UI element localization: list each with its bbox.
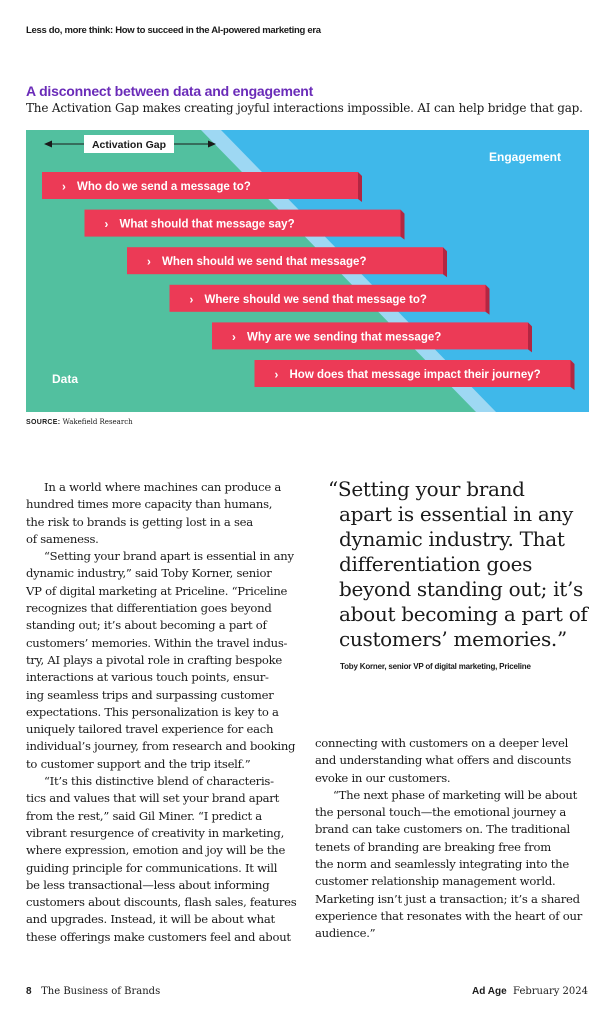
body-column-left: [26, 479, 311, 946]
pull-quote-attribution: Toby Korner, senior VP of digital marketing, Priceline: [340, 662, 531, 671]
body-line: “Setting your brand apart is essential in any: [44, 549, 294, 564]
body-paragraph: [26, 773, 311, 946]
question-banner: [170, 285, 490, 315]
chevron-right-icon: ›: [274, 369, 279, 382]
question-label: Who do we send a message to?: [77, 181, 251, 193]
body-line: from the rest,” said Gil Miner. “I predict a: [26, 808, 262, 823]
body-line: customers about discounts, flash sales, features: [26, 895, 297, 910]
question-label: What should that message say?: [119, 218, 295, 231]
question-banner: [42, 172, 362, 202]
pull-quote-line: beyond standing out; it’s: [339, 577, 583, 601]
body-line: the norm and seamlessly integrating into the: [315, 857, 569, 872]
chevron-right-icon: ›: [104, 219, 109, 232]
body-line: and upgrades. Instead, it will be about what: [26, 912, 275, 927]
section-subtitle: The Activation Gap makes creating joyful interactions impossible. AI can help bridge that gap.: [26, 101, 583, 115]
body-line: experience that resonates with the heart of our: [315, 908, 582, 923]
banner-shadow: [401, 210, 405, 240]
source-label: SOURCE:: [26, 419, 61, 426]
body-line: In a world where machines can produce a: [44, 480, 282, 494]
body-line: connecting with customers on a deeper level: [315, 736, 569, 750]
body-line: Marketing isn’t just a transaction; it’s a shared: [315, 891, 580, 906]
question-label: Where should we send that message to?: [204, 293, 427, 306]
body-line: be less transactional—less about informing: [26, 877, 270, 892]
body-line: dynamic industry,” said Toby Korner, senior: [26, 566, 272, 581]
question-banner: [212, 322, 532, 352]
question-label: How does that message impact their journey?: [289, 369, 541, 381]
body-paragraph: [315, 735, 600, 787]
chevron-right-icon: ›: [62, 181, 66, 194]
body-line: try, AI plays a pivotal role in crafting bespoke: [26, 652, 283, 667]
pull-quote-line: customers’ memories.”: [339, 627, 567, 651]
body-line: individual’s journey, from research and booking: [26, 739, 296, 754]
body-line: standing out; it’s about becoming a part of: [26, 618, 267, 633]
chevron-right-icon: ›: [232, 331, 236, 344]
body-line: customer relationship management world.: [315, 874, 556, 889]
pull-quote-line: differentiation goes: [339, 552, 533, 576]
data-label: Data: [52, 372, 79, 386]
body-line: VP of digital marketing at Priceline. “Priceline: [26, 583, 288, 598]
pull-quote-line: dynamic industry. That: [339, 527, 565, 551]
body-line: of sameness.: [26, 531, 99, 546]
body-line: “The next phase of marketing will be about: [333, 787, 578, 802]
activation-gap-diagram: [26, 130, 589, 412]
body-line: hundred times more capacity than humans,: [26, 497, 273, 512]
body-line: where expression, emotion and joy will be the: [26, 843, 286, 858]
section-title: A disconnect between data and engagement: [26, 83, 314, 99]
body-line: guiding principle for communications. It will: [26, 860, 278, 875]
body-line: tenets of branding are breaking free from: [315, 839, 551, 854]
body-line: evoke in our customers.: [315, 770, 451, 785]
body-line: these offerings make customers feel and about: [26, 929, 291, 944]
banner-shadow: [571, 360, 575, 390]
source-note: [26, 418, 133, 426]
footer-brand: Ad Age: [472, 986, 507, 997]
body-line: vibrant resurgence of creativity in marketing,: [26, 825, 285, 840]
question-label: Why are we sending that message?: [247, 331, 442, 344]
banner-shadow: [528, 322, 532, 352]
source-text: Wakefield Research: [62, 418, 133, 426]
chevron-right-icon: ›: [147, 256, 151, 269]
running-header: Less do, more think: How to succeed in the AI-powered marketing era: [26, 25, 321, 36]
body-line: tics and values that will set your brand apart: [26, 791, 280, 806]
question-banner: [255, 360, 575, 390]
question-banner: [127, 247, 447, 277]
body-paragraph: [26, 479, 311, 548]
body-line: to customer support and the trip itself.”: [26, 756, 251, 771]
body-paragraph: [26, 548, 311, 773]
pull-quote-line: apart is essential in any: [339, 502, 574, 526]
chevron-right-icon: ›: [189, 294, 194, 307]
body-line: brand can take customers on. The traditional: [315, 822, 570, 837]
pull-quote: [328, 477, 598, 652]
body-line: audience.”: [315, 926, 376, 941]
footer-left: [26, 986, 160, 997]
pull-quote-line: about becoming a part of: [339, 602, 588, 626]
body-line: the risk to brands is getting lost in a sea: [26, 514, 253, 529]
body-line: and understanding what offers and discounts: [315, 753, 572, 768]
body-line: recognizes that differentiation goes beyond: [26, 601, 272, 616]
body-paragraph: [315, 787, 600, 943]
gap-label: Activation Gap: [91, 139, 167, 151]
banner-shadow: [443, 247, 447, 277]
body-line: customers’ memories. Within the travel indus-: [26, 635, 288, 650]
question-banner: [85, 210, 405, 240]
body-line: the personal touch—the emotional journey a: [315, 805, 567, 820]
footer-date: February 2024: [513, 986, 588, 997]
engagement-label: Engagement: [489, 150, 562, 164]
body-line: “It’s this distinctive blend of characteris-: [44, 774, 274, 789]
footer-right: [472, 986, 588, 997]
body-column-right: [315, 735, 600, 943]
pull-quote-line: “Setting your brand: [328, 477, 525, 501]
body-line: interactions at various touch points, ensur-: [26, 670, 269, 685]
body-line: ing seamless trips and surpassing customer: [26, 687, 274, 702]
body-line: expectations. This personalization is key to a: [26, 704, 279, 719]
body-line: uniquely tailored travel experience for each: [26, 722, 274, 737]
footer-section: The Business of Brands: [41, 986, 161, 997]
page-number: 8: [26, 986, 32, 997]
question-label: When should we send that message?: [162, 256, 367, 269]
banner-shadow: [358, 172, 362, 202]
banner-shadow: [486, 285, 490, 315]
